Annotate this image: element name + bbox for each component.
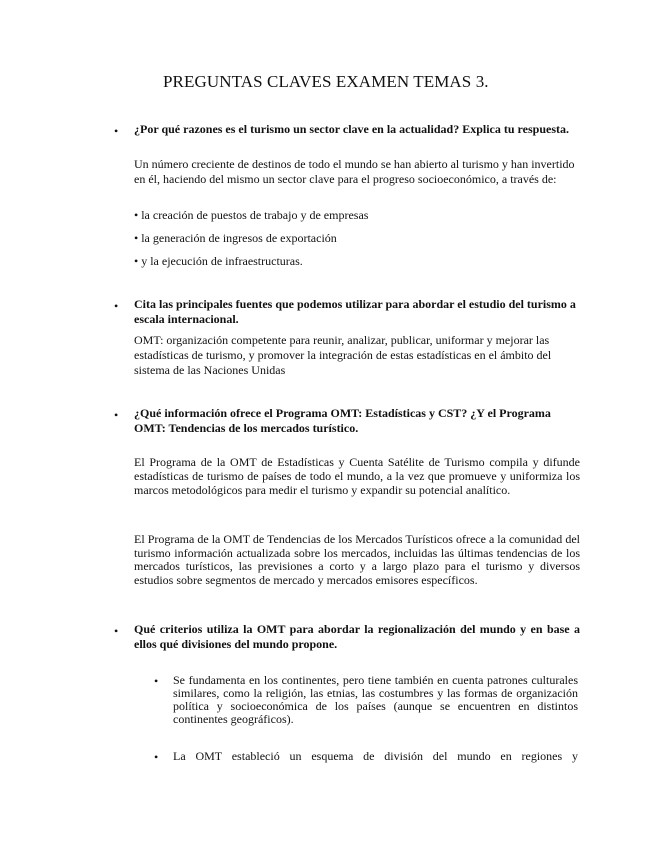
answer-4-point-1: Se fundamenta en los continentes, pero tiene también en cuenta patrones culturales similares, como la religión, las etnias, las costumbres y las formas de organización política y socioeconómica de los países (aunque se encuentren en distintos continentes geográficos). [173,673,578,726]
question-3-bullet: • [114,408,119,422]
question-2-bullet: • [114,299,119,313]
question-1: ¿Por qué razones es el turismo un sector clave en la actualidad? Explica tu respuesta. [134,122,569,136]
answer-2-paragraph: OMT: organización competente para reunir, analizar, publicar, uniformar y mejorar las estadísticas de turismo, y promover la integración de estas estadísticas en el ámbito del sistema de las Naciones Unidas [134,333,552,377]
answer-3-paragraph-1: El Programa de la OMT de Estadísticas y Cuenta Satélite de Turismo compila y difunde estadísticas de turismo de países de todo el mundo, a la vez que promueve y uniformiza los marcos metodológicos para medir el turismo y expandir su potencial analítico. [134,455,580,497]
question-4: Qué criterios utiliza la OMT para abordar la regionalización del mundo y en base a ellos qué divisiones del mundo propone. [134,622,580,651]
page-title: PREGUNTAS CLAVES EXAMEN TEMAS 3. [163,72,489,91]
answer-1-item-2: • la generación de ingresos de exportación [134,231,337,245]
point-2-bullet: • [154,750,159,764]
question-4-bullet: • [114,624,119,638]
question-1-bullet: • [114,124,119,138]
answer-4-point-2: La OMT estableció un esquema de división del mundo en regiones y [173,749,578,763]
answer-1-item-3: • y la ejecución de infraestructuras. [134,254,303,268]
question-3: ¿Qué información ofrece el Programa OMT: Estadísticas y CST? ¿Y el Programa OMT: Tendencias de los mercados turístico. [134,406,551,435]
answer-1-paragraph: Un número creciente de destinos de todo el mundo se han abierto al turismo y han invertido en él, haciendo del mismo un sector clave para el progreso socioeconómico, a través de: [134,157,575,186]
point-1-bullet: • [154,674,159,688]
answer-3-paragraph-2: El Programa de la OMT de Tendencias de los Mercados Turísticos ofrece a la comunidad del turismo información actualizada sobre los mercados, incluidas las últimas tendencias de los mercados turísticos, las previsiones a corto y a largo plazo para el turismo y diversos estudios sobre segmentos de mercado y mercados emisores específicos. [134,532,580,587]
answer-1-item-1: • la creación de puestos de trabajo y de empresas [134,208,369,222]
question-2: Cita las principales fuentes que podemos utilizar para abordar el estudio del turismo a escala internacional. [134,297,576,326]
